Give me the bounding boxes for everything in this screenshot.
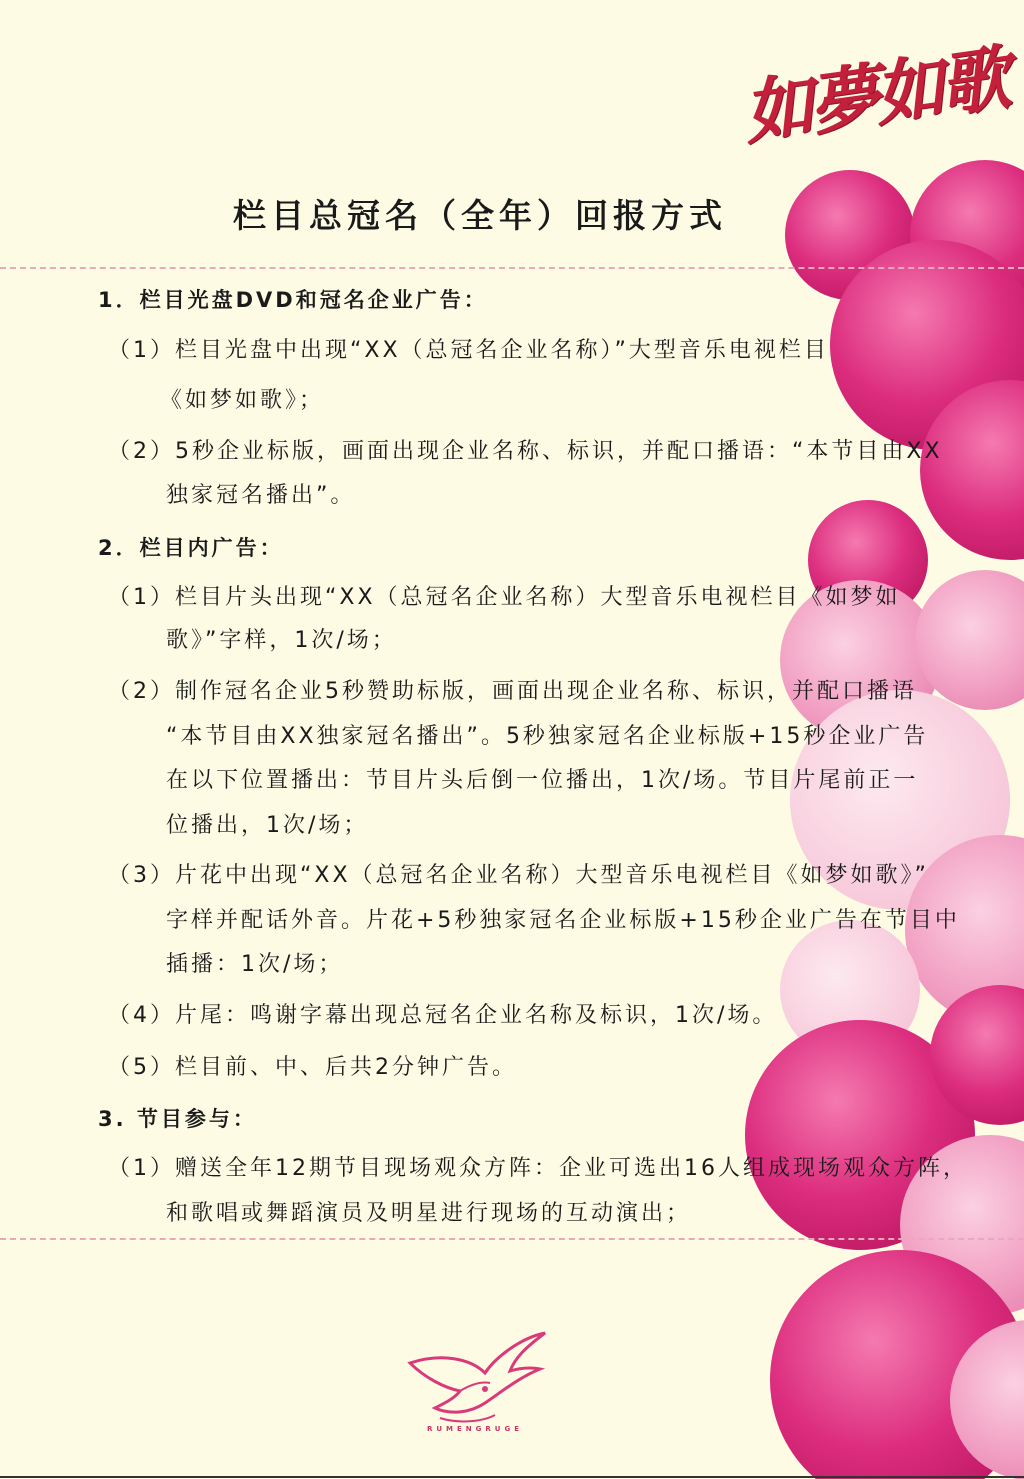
bird-logo-icon — [400, 1323, 550, 1433]
section-1-heading: 1．栏目光盘DVD和冠名企业广告： — [98, 288, 488, 312]
text-line: 在以下位置播出：节目片头后倒一位播出，1次/场。节目片尾前正一 — [166, 768, 919, 793]
section-3-heading: 3. 节目参与： — [98, 1107, 257, 1131]
text-line: （5）栏目前、中、后共2分钟广告。 — [108, 1055, 517, 1080]
text-line: （2）制作冠名企业5秒赞助标版，画面出现企业名称、标识，并配口播语 — [108, 679, 917, 704]
bottom-divider — [0, 1238, 1024, 1240]
text-line: “本节目由XX独家冠名播出”。5秒独家冠名企业标版+15秒企业广告 — [166, 724, 929, 749]
top-divider — [0, 267, 1024, 269]
text-line: （1）栏目光盘中出现“XX（总冠名企业名称）”大型音乐电视栏目 — [108, 338, 829, 363]
page-title: 栏目总冠名（全年）回报方式 — [233, 196, 727, 235]
text-line: 歌》”字样，1次/场； — [166, 628, 397, 653]
logo-calligraphy: 如夢如歌 — [738, 35, 1012, 155]
text-line: （1）赠送全年12期节目现场观众方阵：企业可选出16人组成现场观众方阵， — [108, 1156, 968, 1181]
page-bottom-rule — [0, 1476, 1024, 1478]
text-line: （3）片花中出现“XX（总冠名企业名称）大型音乐电视栏目《如梦如歌》” — [108, 863, 929, 888]
text-line: 独家冠名播出”。 — [166, 483, 356, 508]
text-line: 插播：1次/场； — [166, 952, 344, 977]
section-2-heading: 2．栏目内广告： — [98, 536, 284, 560]
text-line: 《如梦如歌》； — [160, 388, 325, 413]
text-line: 和歌唱或舞蹈演员及明星进行现场的互动演出； — [166, 1201, 692, 1226]
text-line: 字样并配话外音。片花+5秒独家冠名企业标版+15秒企业广告在节目中 — [166, 908, 960, 933]
text-line: （2）5秒企业标版，画面出现企业名称、标识，并配口播语：“本节目由XX — [108, 439, 943, 464]
text-line: （4）片尾：鸣谢字幕出现总冠名企业名称及标识，1次/场。 — [108, 1003, 778, 1028]
text-line: （1）栏目片头出现“XX（总冠名企业名称）大型音乐电视栏目《如梦如 — [108, 585, 901, 610]
text-line: 位播出，1次/场； — [166, 813, 369, 838]
footer-brand-text: RUMENGRUGE — [426, 1425, 524, 1433]
